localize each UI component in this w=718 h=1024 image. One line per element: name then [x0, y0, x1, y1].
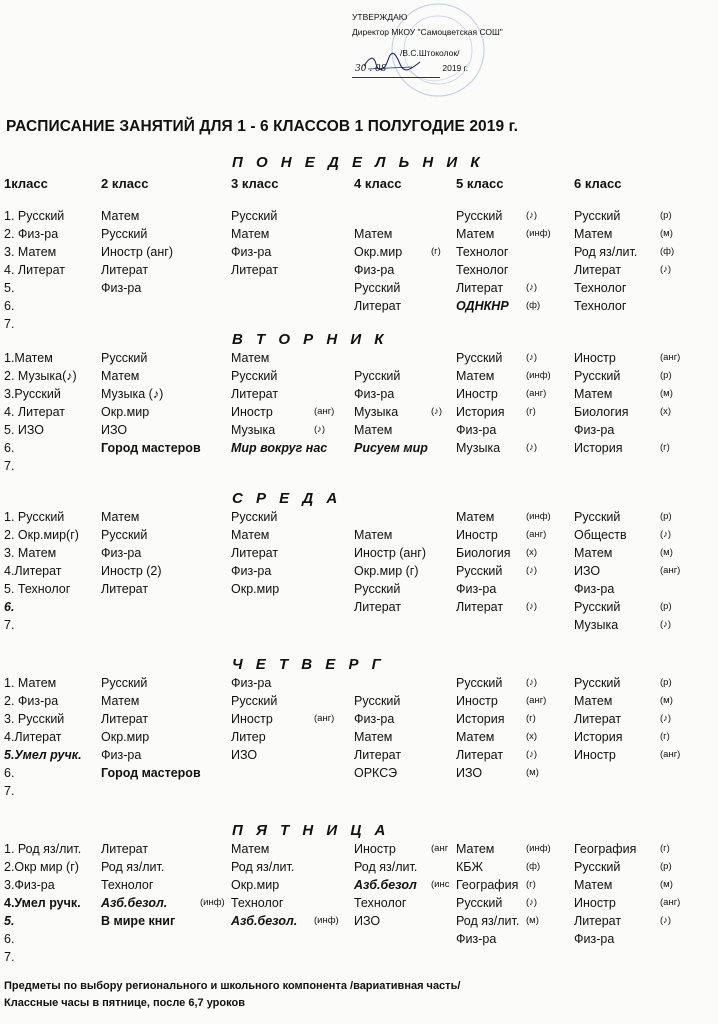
teacher-tag: (г)	[660, 843, 670, 854]
teacher-tag: (м)	[660, 879, 673, 890]
lesson-cell: История	[574, 730, 623, 744]
lesson-cell: Матем	[101, 510, 140, 524]
lesson-cell: Окр.мир	[101, 730, 150, 744]
teacher-tag: (р)	[660, 511, 672, 522]
lesson-cell: Матем	[354, 227, 393, 241]
lesson-cell: Матем	[574, 387, 613, 401]
teacher-tag: (х)	[526, 731, 538, 742]
teacher-tag: (анг)	[526, 695, 547, 706]
teacher-tag: (г)	[660, 442, 670, 453]
lesson-cell: 1. Русский	[4, 209, 65, 223]
teacher-tag: (♪)	[660, 619, 672, 630]
lesson-row	[0, 930, 718, 948]
lesson-cell: Иностр	[456, 387, 498, 401]
class-header-5: 5 класс	[456, 176, 504, 191]
lesson-cell: Иностр	[574, 748, 616, 762]
lesson-cell: Физ-ра	[354, 387, 395, 401]
lesson-cell: Русский	[456, 896, 503, 910]
teacher-tag: (инф)	[526, 228, 551, 239]
lesson-cell: 6.	[4, 299, 15, 313]
lesson-cell: Русский	[231, 209, 278, 223]
lesson-cell: Литерат	[101, 263, 149, 277]
lesson-cell: ИЗО	[456, 766, 483, 780]
lesson-cell: Технолог	[456, 263, 509, 277]
lesson-cell: Литерат	[574, 914, 622, 928]
lesson-cell: Русский	[101, 676, 148, 690]
lesson-cell: Иностр	[574, 896, 616, 910]
lesson-row	[0, 279, 718, 297]
lesson-cell: Матем	[354, 730, 393, 744]
teacher-tag: (р)	[660, 861, 672, 872]
teacher-tag: (♪)	[431, 406, 443, 417]
teacher-tag: (анг)	[660, 565, 681, 576]
day-title: В Т О Р Н И К	[232, 331, 389, 348]
lesson-cell: Матем	[231, 351, 270, 365]
lesson-cell: Русский	[574, 510, 621, 524]
lesson-cell: Литерат	[354, 600, 402, 614]
teacher-tag: (инф)	[526, 843, 551, 854]
lesson-cell: 1. Род яз/лит.	[4, 842, 82, 856]
teacher-tag: (м)	[526, 915, 539, 926]
lesson-row	[0, 349, 718, 367]
lesson-cell: Физ-ра	[231, 245, 272, 259]
lesson-cell: Русский	[456, 564, 503, 578]
lesson-cell: Технолог	[574, 281, 627, 295]
lesson-cell: ИЗО	[231, 748, 258, 762]
lesson-cell: Род яз/лит.	[101, 860, 165, 874]
lesson-cell: Физ-ра	[101, 748, 142, 762]
teacher-tag: (р)	[660, 601, 672, 612]
lesson-cell: Азб.безол	[354, 878, 417, 892]
lesson-cell: Матем	[574, 878, 613, 892]
lesson-cell: Иностр	[456, 694, 498, 708]
lesson-cell: Иностр	[231, 405, 273, 419]
approval-heading: УТВЕРЖДАЮ	[352, 12, 408, 22]
lesson-cell: Матем	[231, 842, 270, 856]
lesson-cell: Иностр	[574, 351, 616, 365]
day-title: П О Н Е Д Е Л Ь Н И К	[232, 154, 485, 171]
lesson-cell: 3. Матем	[4, 546, 57, 560]
lesson-cell: Русский	[574, 209, 621, 223]
lesson-cell: Физ-ра	[574, 423, 615, 437]
teacher-tag: (♪)	[526, 352, 538, 363]
lesson-cell: ИЗО	[101, 423, 128, 437]
lesson-cell: Матем	[354, 528, 393, 542]
lesson-cell: Матем	[456, 730, 495, 744]
lesson-cell: Музыка	[231, 423, 276, 437]
lesson-cell: 5.	[4, 914, 15, 928]
lesson-cell: Русский	[456, 351, 503, 365]
lesson-cell: 5. ИЗО	[4, 423, 45, 437]
teacher-tag: (♪)	[526, 442, 538, 453]
teacher-tag: (х)	[660, 406, 672, 417]
lesson-cell: Иностр	[456, 528, 498, 542]
teacher-tag: (инф)	[314, 915, 339, 926]
lesson-cell: 6.	[4, 766, 15, 780]
lesson-cell: Музыка (♪)	[101, 387, 164, 401]
lesson-cell: 6.	[4, 932, 15, 946]
lesson-cell: Физ-ра	[354, 712, 395, 726]
lesson-cell: Русский	[456, 676, 503, 690]
lesson-cell: Род яз/лит.	[231, 860, 295, 874]
lesson-cell: 5.Умел ручк.	[4, 748, 82, 762]
lesson-row	[0, 692, 718, 710]
lesson-cell: Матем	[231, 227, 270, 241]
class-header-6: 6 класс	[574, 176, 622, 191]
lesson-row	[0, 728, 718, 746]
lesson-row	[0, 674, 718, 692]
lesson-cell: ОРКСЭ	[354, 766, 398, 780]
lesson-cell: 5.	[4, 281, 15, 295]
lesson-cell: Технолог	[456, 245, 509, 259]
lesson-row	[0, 948, 718, 966]
teacher-tag: (р)	[660, 677, 672, 688]
teacher-tag: (м)	[660, 388, 673, 399]
lesson-cell: ОДНКНР	[456, 299, 509, 313]
lesson-cell: Город мастеров	[101, 766, 201, 780]
lesson-cell: 3.Физ-ра	[4, 878, 55, 892]
lesson-row	[0, 403, 718, 421]
lesson-cell: 7.	[4, 618, 15, 632]
teacher-tag: (♪)	[526, 749, 538, 760]
lesson-cell: Технолог	[574, 299, 627, 313]
lesson-cell: Род яз/лит.	[574, 245, 638, 259]
lesson-cell: Матем	[456, 227, 495, 241]
lesson-cell: Русский	[354, 694, 401, 708]
lesson-cell: Матем	[101, 209, 140, 223]
lesson-cell: Окр.мир	[231, 582, 280, 596]
lesson-cell: 1. Матем	[4, 676, 57, 690]
lesson-cell: 4.Литерат	[4, 730, 62, 744]
teacher-tag: (ф)	[660, 246, 675, 257]
teacher-tag: (инф)	[200, 897, 225, 908]
lesson-cell: Литерат	[574, 712, 622, 726]
teacher-tag: (♪)	[660, 264, 672, 275]
lesson-cell: 6.	[4, 441, 15, 455]
lesson-cell: Русский	[574, 369, 621, 383]
teacher-tag: (♪)	[660, 529, 672, 540]
lesson-cell: 7.	[4, 317, 15, 331]
lesson-cell: Литерат	[354, 299, 402, 313]
teacher-tag: (♪)	[660, 713, 672, 724]
lesson-cell: 1.Матем	[4, 351, 53, 365]
lesson-cell: Окр.мир	[231, 878, 280, 892]
teacher-tag: (инф)	[526, 511, 551, 522]
lesson-cell: Музыка	[574, 618, 619, 632]
lesson-cell: Физ-ра	[456, 582, 497, 596]
lesson-cell: Азб.безол.	[101, 896, 168, 910]
lesson-row	[0, 710, 718, 728]
lesson-row	[0, 385, 718, 403]
teacher-tag: (♪)	[526, 897, 538, 908]
teacher-tag: (м)	[660, 695, 673, 706]
teacher-tag: (м)	[660, 228, 673, 239]
teacher-tag: (♪)	[526, 677, 538, 688]
lesson-row	[0, 225, 718, 243]
teacher-tag: (инф)	[526, 370, 551, 381]
lesson-cell: Русский	[354, 281, 401, 295]
lesson-row	[0, 580, 718, 598]
lesson-cell: Физ-ра	[456, 932, 497, 946]
lesson-cell: Литерат	[101, 712, 149, 726]
lesson-cell: 7.	[4, 459, 15, 473]
lesson-row	[0, 421, 718, 439]
lesson-cell: В мире книг	[101, 914, 176, 928]
lesson-cell: Литерат	[456, 281, 504, 295]
page-title: РАСПИСАНИЕ ЗАНЯТИЙ ДЛЯ 1 - 6 КЛАССОВ 1 ПОЛУГОДИЕ 2019 г.	[6, 118, 519, 135]
lesson-cell: Матем	[574, 694, 613, 708]
teacher-tag: (♪)	[660, 915, 672, 926]
lesson-row	[0, 207, 718, 225]
lesson-cell: Иностр	[354, 842, 396, 856]
lesson-cell: Матем	[101, 369, 140, 383]
footnote-elective: Предметы по выбору регионального и школьного компонента /вариативная часть/	[4, 980, 461, 992]
lesson-cell: Окр.мир	[354, 245, 403, 259]
class-header-4: 4 класс	[354, 176, 402, 191]
lesson-cell: Биология	[456, 546, 511, 560]
lesson-cell: Обществ	[574, 528, 627, 542]
lesson-cell: 2.Окр мир (г)	[4, 860, 79, 874]
lesson-row	[0, 598, 718, 616]
lesson-cell: История	[574, 441, 623, 455]
lesson-cell: Матем	[456, 369, 495, 383]
lesson-cell: Литерат	[231, 546, 279, 560]
lesson-cell: Мир вокруг нас	[231, 441, 328, 455]
lesson-cell: Русский	[574, 860, 621, 874]
lesson-row	[0, 894, 718, 912]
day-title: Ч Е Т В Е Р Г	[232, 656, 386, 673]
lesson-cell: Музыка	[354, 405, 399, 419]
teacher-tag: (анг)	[660, 749, 681, 760]
lesson-row	[0, 261, 718, 279]
lesson-cell: Литерат	[354, 748, 402, 762]
lesson-row	[0, 508, 718, 526]
lesson-row	[0, 782, 718, 800]
lesson-cell: Технолог	[354, 896, 407, 910]
lesson-cell: Русский	[101, 227, 148, 241]
teacher-tag: (г)	[526, 879, 536, 890]
lesson-cell: Русский	[231, 694, 278, 708]
lesson-cell: Литерат	[231, 387, 279, 401]
lesson-cell: Физ-ра	[101, 546, 142, 560]
lesson-row	[0, 544, 718, 562]
lesson-cell: 3.Русский	[4, 387, 61, 401]
lesson-cell: Русский	[101, 528, 148, 542]
teacher-tag: (анг)	[314, 406, 335, 417]
lesson-cell: Литерат	[456, 748, 504, 762]
lesson-cell: 1. Русский	[4, 510, 65, 524]
lesson-cell: Технолог	[231, 896, 284, 910]
lesson-row	[0, 297, 718, 315]
lesson-cell: Матем	[574, 546, 613, 560]
teacher-tag: (г)	[431, 246, 441, 257]
teacher-tag: (♪)	[526, 565, 538, 576]
teacher-tag: (г)	[660, 731, 670, 742]
lesson-cell: Род яз/лит.	[456, 914, 520, 928]
lesson-cell: 4. Литерат	[4, 405, 65, 419]
teacher-tag: (г)	[526, 406, 536, 417]
teacher-tag: (анг)	[314, 713, 335, 724]
teacher-tag: (♪)	[314, 424, 326, 435]
lesson-cell: 7.	[4, 784, 15, 798]
teacher-tag: (ф)	[526, 300, 541, 311]
lesson-cell: Иностр	[231, 712, 273, 726]
lesson-row	[0, 876, 718, 894]
class-header-3: 3 класс	[231, 176, 279, 191]
lesson-cell: Матем	[456, 510, 495, 524]
class-header-1: 1класс	[4, 176, 48, 191]
lesson-cell: Литерат	[574, 263, 622, 277]
lesson-row	[0, 616, 718, 634]
lesson-cell: 4. Литерат	[4, 263, 65, 277]
lesson-cell: Иностр (2)	[101, 564, 162, 578]
lesson-row	[0, 457, 718, 475]
lesson-cell: Матем	[574, 227, 613, 241]
teacher-tag: (м)	[660, 547, 673, 558]
lesson-cell: Литерат	[101, 582, 149, 596]
lesson-cell: 3. Матем	[4, 245, 57, 259]
lesson-row	[0, 912, 718, 930]
teacher-tag: (х)	[526, 547, 538, 558]
approval-signer: /В.С.Штоколок/	[400, 48, 460, 58]
lesson-cell: ИЗО	[354, 914, 381, 928]
lesson-cell: Русский	[231, 510, 278, 524]
approval-date: 30 . 08	[352, 62, 440, 78]
lesson-cell: История	[456, 405, 505, 419]
lesson-cell: Матем	[101, 694, 140, 708]
lesson-cell: Матем	[456, 842, 495, 856]
lesson-cell: Литерат	[231, 263, 279, 277]
day-title: П Я Т Н И Ц А	[232, 822, 390, 839]
lesson-cell: Русский	[354, 369, 401, 383]
lesson-cell: Иностр (анг)	[354, 546, 426, 560]
lesson-cell: Физ-ра	[456, 423, 497, 437]
lesson-cell: Физ-ра	[231, 564, 272, 578]
approval-position: Директор МКОУ "Самоцветская СОШ"	[352, 27, 503, 37]
lesson-row	[0, 243, 718, 261]
lesson-cell: 2. Физ-ра	[4, 227, 59, 241]
lesson-cell: Иностр (анг)	[101, 245, 173, 259]
lesson-cell: Биология	[574, 405, 629, 419]
lesson-cell: Технолог	[101, 878, 154, 892]
lesson-cell: Азб.безол.	[231, 914, 298, 928]
lesson-cell: 2. Физ-ра	[4, 694, 59, 708]
lesson-row	[0, 367, 718, 385]
lesson-cell: Матем	[231, 528, 270, 542]
lesson-cell: КБЖ	[456, 860, 484, 874]
lesson-cell: Русский	[574, 676, 621, 690]
lesson-cell: География	[574, 842, 637, 856]
lesson-cell: Русский	[456, 209, 503, 223]
lesson-cell: Рисуем мир	[354, 441, 428, 455]
lesson-cell: 4.Литерат	[4, 564, 62, 578]
lesson-row	[0, 840, 718, 858]
lesson-cell: 7.	[4, 950, 15, 964]
lesson-cell: История	[456, 712, 505, 726]
lesson-row	[0, 764, 718, 782]
teacher-tag: (ф)	[526, 861, 541, 872]
teacher-tag: (р)	[660, 370, 672, 381]
lesson-row	[0, 439, 718, 457]
teacher-tag: (анг)	[660, 897, 681, 908]
lesson-cell: Литерат	[456, 600, 504, 614]
lesson-row	[0, 526, 718, 544]
teacher-tag: (м)	[526, 767, 539, 778]
lesson-cell: Матем	[354, 423, 393, 437]
lesson-cell: Литер	[231, 730, 266, 744]
day-title: С Р Е Д А	[232, 490, 342, 507]
lesson-cell: 2. Музыка(♪)	[4, 369, 77, 383]
lesson-cell: Город мастеров	[101, 441, 201, 455]
lesson-cell: Музыка	[456, 441, 501, 455]
class-header-2: 2 класс	[101, 176, 149, 191]
lesson-cell: Род яз/лит.	[354, 860, 418, 874]
teacher-tag: (♪)	[526, 601, 538, 612]
lesson-cell: Физ-ра	[574, 582, 615, 596]
lesson-cell: Окр.мир	[101, 405, 150, 419]
lesson-cell: 4.Умел ручк.	[4, 896, 81, 910]
teacher-tag: (г)	[526, 713, 536, 724]
approval-year: 2019 г.	[442, 63, 469, 73]
lesson-cell: Физ-ра	[101, 281, 142, 295]
lesson-cell: Русский	[574, 600, 621, 614]
lesson-cell: 6.	[4, 600, 15, 614]
signature-icon	[362, 52, 422, 74]
teacher-tag: (анг)	[660, 352, 681, 363]
lesson-row	[0, 746, 718, 764]
lesson-cell: Физ-ра	[574, 932, 615, 946]
lesson-cell: Окр.мир (г)	[354, 564, 419, 578]
teacher-tag: (♪)	[526, 282, 538, 293]
lesson-cell: География	[456, 878, 519, 892]
lesson-cell: 5. Технолог	[4, 582, 71, 596]
lesson-cell: Русский	[231, 369, 278, 383]
lesson-cell: Литерат	[101, 842, 149, 856]
footnote-class-hours: Классные часы в пятнице, после 6,7 уроков	[4, 997, 245, 1009]
lesson-cell: ИЗО	[574, 564, 601, 578]
lesson-cell: 3. Русский	[4, 712, 65, 726]
teacher-tag: (инс	[431, 879, 450, 890]
teacher-tag: (анг	[431, 843, 449, 854]
lesson-cell: Русский	[354, 582, 401, 596]
teacher-tag: (анг)	[526, 529, 547, 540]
lesson-cell: Физ-ра	[354, 263, 395, 277]
teacher-tag: (♪)	[526, 210, 538, 221]
teacher-tag: (р)	[660, 210, 672, 221]
lesson-cell: Физ-ра	[231, 676, 272, 690]
lesson-cell: Русский	[101, 351, 148, 365]
lesson-row	[0, 858, 718, 876]
lesson-cell: 2. Окр.мир(г)	[4, 528, 79, 542]
teacher-tag: (анг)	[526, 388, 547, 399]
lesson-row	[0, 562, 718, 580]
